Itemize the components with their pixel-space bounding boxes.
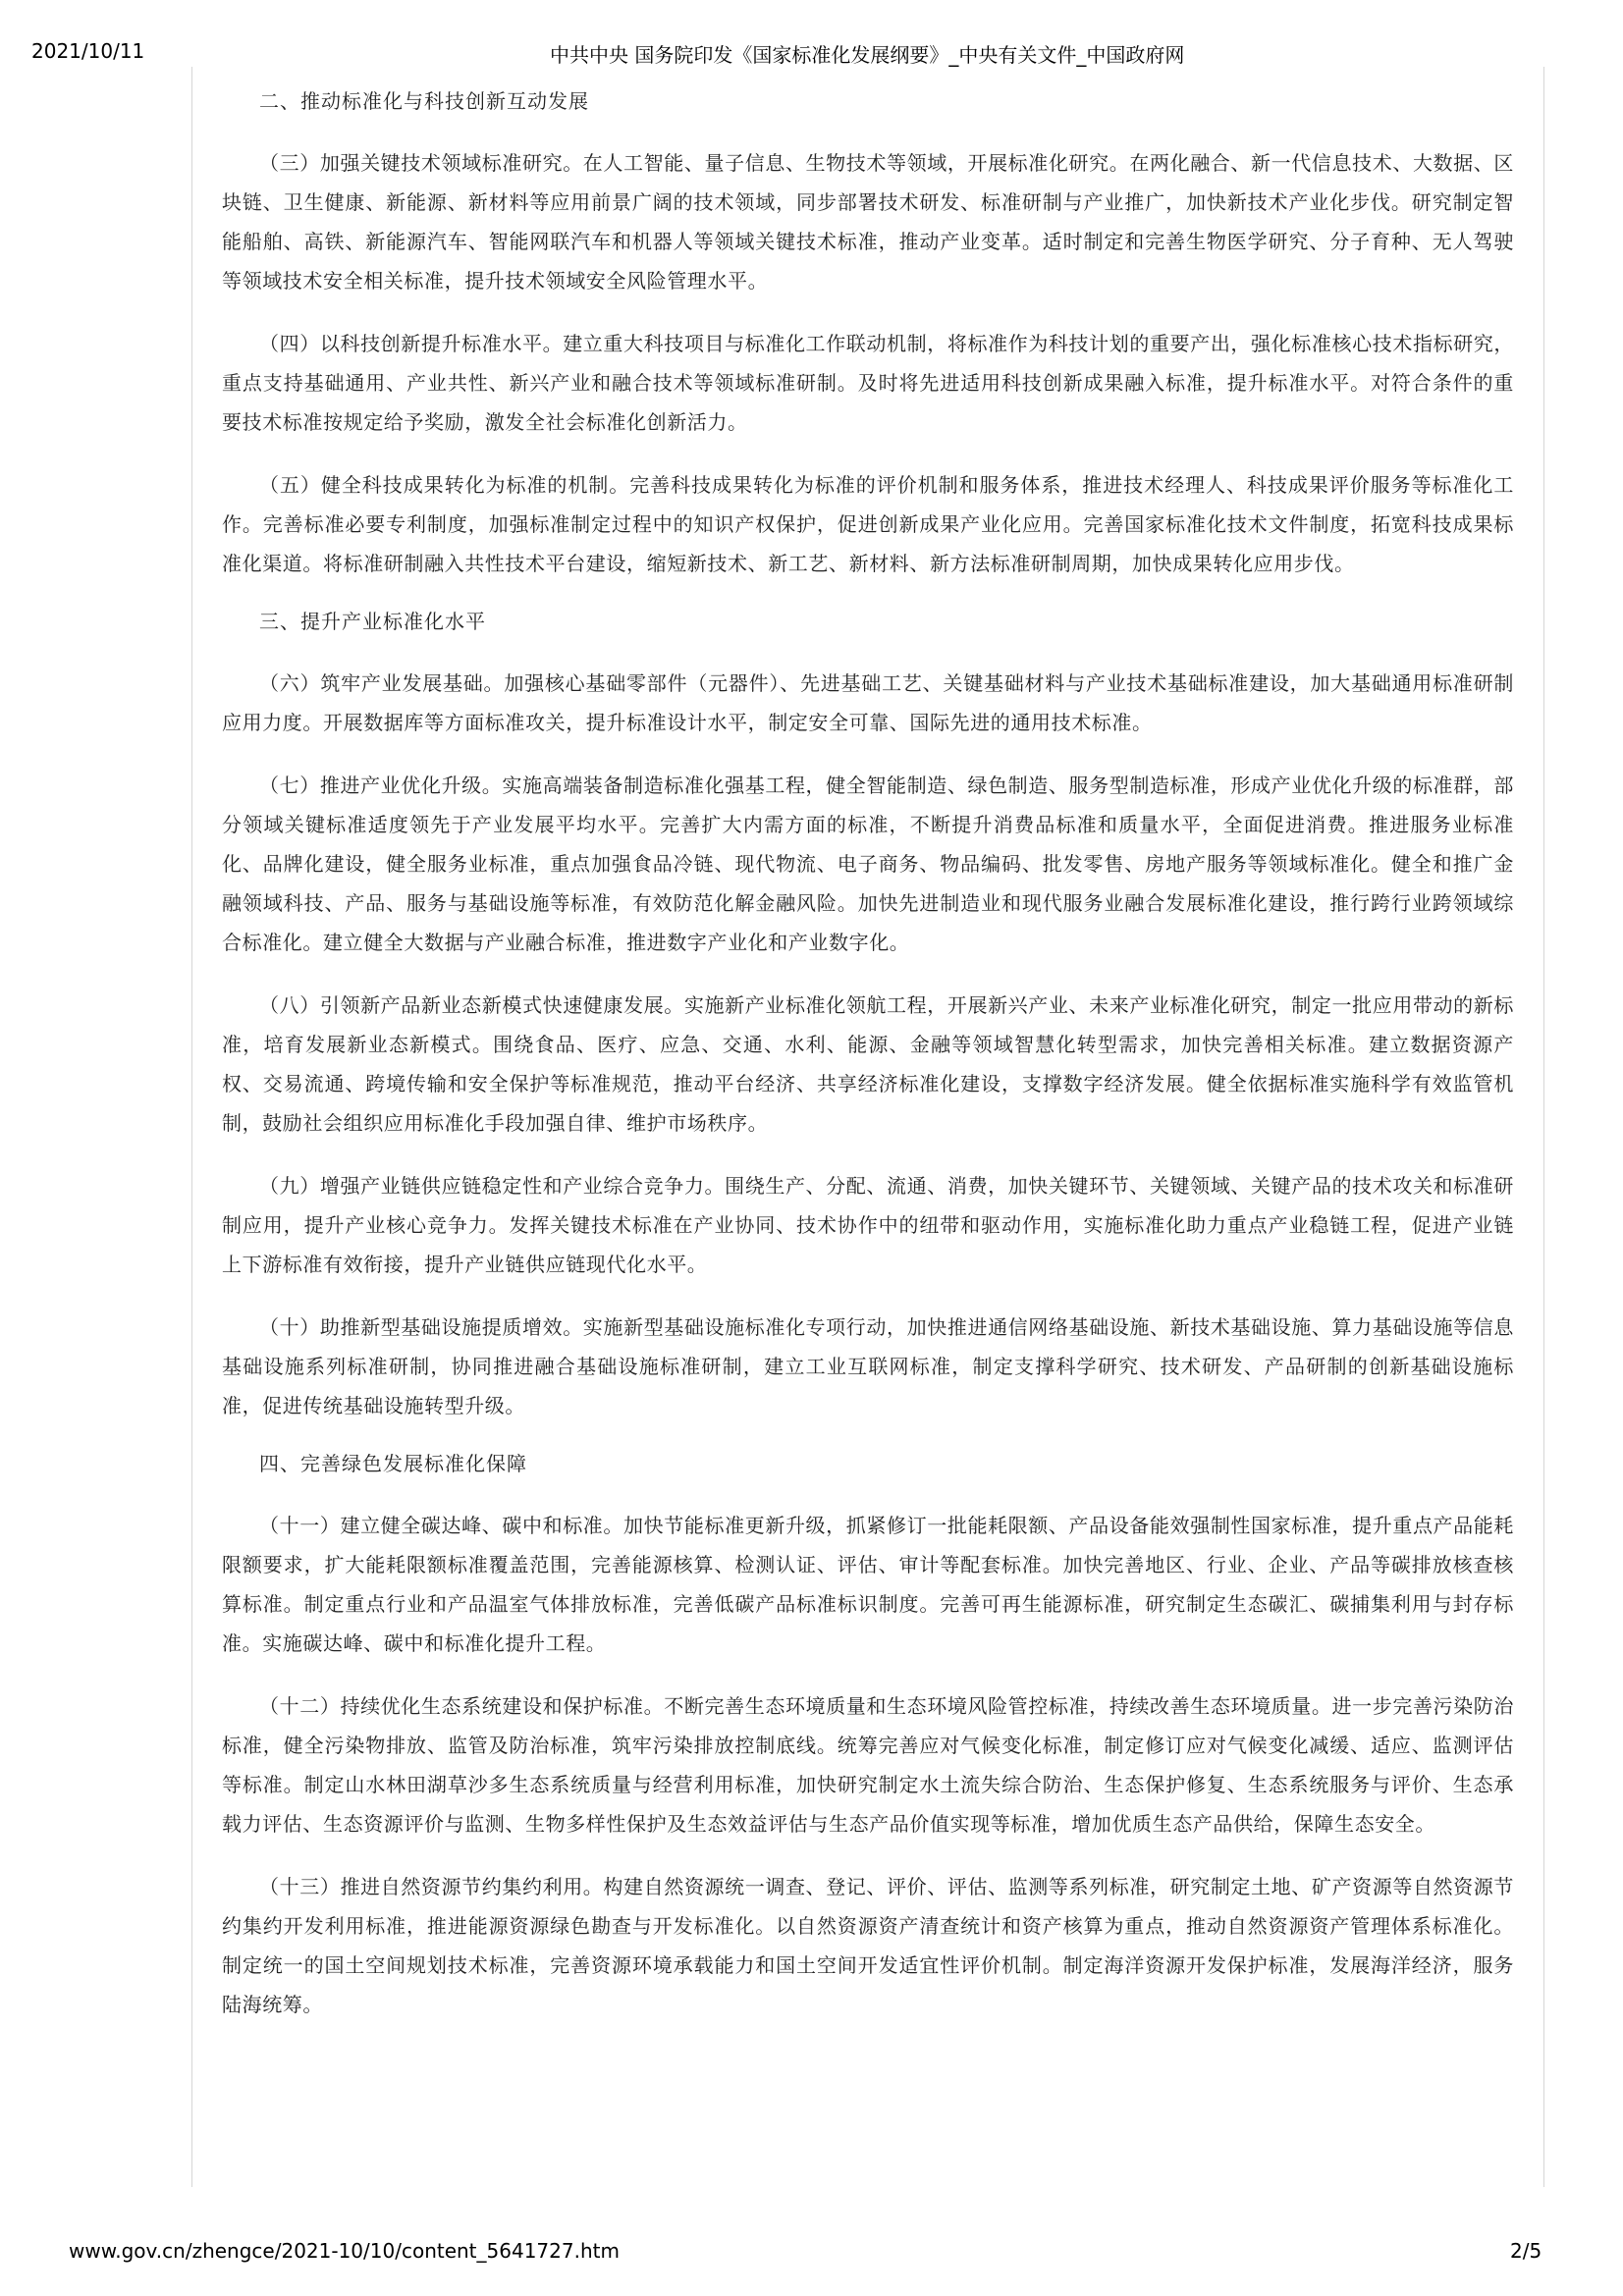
paragraph: （八）引领新产品新业态新模式快速健康发展。实施新产业标准化领航工程，开展新兴产业、未来产业标准化研究，制定一批应用带动的新标准，培育发展新业态新模式。围绕食品、医疗、应急、交通、水利、能源、金融等领域智慧化转型需求，加快完善相关标准。建立数据资源产权、交易流通、跨境传输和安全保护等标准规范，推动平台经济、共享经济标准化建设，支撑数字经济发展。健全依据标准实施科学有效监管机制，鼓励社会组织应用标准化手段加强自律、维护市场秩序。 — [222, 993, 1514, 1135]
paragraph: （五）健全科技成果转化为标准的机制。完善科技成果转化为标准的评价机制和服务体系，推进技术经理人、科技成果评价服务等标准化工作。完善标准必要专利制度，加强标准制定过程中的知识产权保护，促进创新成果产业化应用。完善国家标准化技术文件制度，拓宽科技成果标准化渠道。将标准研制融入共性技术平台建设，缩短新技术、新工艺、新材料、新方法标准研制周期，加快成果转化应用步伐。 — [222, 473, 1514, 575]
paragraph: （三）加强关键技术领域标准研究。在人工智能、量子信息、生物技术等领域，开展标准化研究。在两化融合、新一代信息技术、大数据、区块链、卫生健康、新能源、新材料等应用前景广阔的技术领域，同步部署技术研发、标准研制与产业推广，加快新技术产业化步伐。研究制定智能船舶、高铁、新能源汽车、智能网联汽车和机器人等领域关键技术标准，推动产业变革。适时制定和完善生物医学研究、分子育种、无人驾驶等领域技术安全相关标准，提升技术领域安全风险管理水平。 — [222, 151, 1514, 293]
section-green-development — [222, 1449, 1514, 2024]
paragraph: （九）增强产业链供应链稳定性和产业综合竞争力。围绕生产、分配、流通、消费，加快关键环节、关键领域、关键产品的技术攻关和标准研制应用，提升产业核心竞争力。发挥关键技术标准在产业协同、技术协作中的纽带和驱动作用，实施标准化助力重点产业稳链工程，促进产业链上下游标准有效衔接，提升产业链供应链现代化水平。 — [222, 1174, 1514, 1276]
left-margin-rule — [191, 67, 192, 2187]
paragraph: （十）助推新型基础设施提质增效。实施新型基础设施标准化专项行动，加快推进通信网络基础设施、新技术基础设施、算力基础设施等信息基础设施系列标准研制，协同推进融合基础设施标准研制，建立工业互联网标准，制定支撑科学研究、技术研发、产品研制的创新基础设施标准，促进传统基础设施转型升级。 — [222, 1315, 1514, 1417]
section-science-tech — [222, 86, 1514, 583]
paragraph: （六）筑牢产业发展基础。加强核心基础零部件（元器件）、先进基础工艺、关键基础材料与产业技术基础标准建设，加大基础通用标准研制应用力度。开展数据库等方面标准攻关，提升标准设计水平，制定安全可靠、国际先进的通用技术标准。 — [222, 671, 1514, 734]
paragraph: （十一）建立健全碳达峰、碳中和标准。加快节能标准更新升级，抓紧修订一批能耗限额、产品设备能效强制性国家标准，提升重点产品能耗限额要求，扩大能耗限额标准覆盖范围，完善能源核算、检测认证、评估、审计等配套标准。加快完善地区、行业、企业、产品等碳排放核查核算标准。制定重点行业和产品温室气体排放标准，完善低碳产品标准标识制度。完善可再生能源标准，研究制定生态碳汇、碳捕集利用与封存标准。实施碳达峰、碳中和标准化提升工程。 — [222, 1514, 1514, 1655]
paragraph: （四）以科技创新提升标准水平。建立重大科技项目与标准化工作联动机制，将标准作为科技计划的重要产出，强化标准核心技术指标研究，重点支持基础通用、产业共性、新兴产业和融合技术等领域标准研制。及时将先进适用科技创新成果融入标准，提升标准水平。对符合条件的重要技术标准按规定给予奖励，激发全社会标准化创新活力。 — [222, 332, 1514, 434]
section-heading: 三、提升产业标准化水平 — [259, 610, 486, 633]
section-heading: 二、推动标准化与科技创新互动发展 — [259, 89, 589, 113]
page-url: www.gov.cn/zhengce/2021-10/10/content_5641727.htm — [69, 2239, 620, 2263]
right-margin-rule — [1543, 67, 1544, 2187]
section-heading: 四、完善绿色发展标准化保障 — [259, 1452, 527, 1475]
paragraph: （七）推进产业优化升级。实施高端装备制造标准化强基工程，健全智能制造、绿色制造、服务型制造标准，形成产业优化升级的标准群，部分领域关键标准适度领先于产业发展平均水平。完善扩大内需方面的标准，不断提升消费品标准和质量水平，全面促进消费。推进服务业标准化、品牌化建设，健全服务业标准，重点加强食品冷链、现代物流、电子商务、物品编码、批发零售、房地产服务等领域标准化。健全和推广金融领域科技、产品、服务与基础设施等标准，有效防范化解金融风险。加快先进制造业和现代服务业融合发展标准化建设，推行跨行业跨领域综合标准化。建立健全大数据与产业融合标准，推进数字产业化和产业数字化。 — [222, 774, 1514, 954]
page-number: 2/5 — [1510, 2239, 1542, 2263]
article-body — [222, 86, 1514, 2048]
section-industry — [222, 607, 1514, 1425]
paragraph: （十二）持续优化生态系统建设和保护标准。不断完善生态环境质量和生态环境风险管控标准，持续改善生态环境质量。进一步完善污染防治标准，健全污染物排放、监管及防治标准，筑牢污染排放控制底线。统筹完善应对气候变化标准，制定修订应对气候变化减缓、适应、监测评估等标准。制定山水林田湖草沙多生态系统质量与经营利用标准，加快研究制定水土流失综合防治、生态保护修复、生态系统服务与评价、生态承载力评估、生态资源评价与监测、生物多样性保护及生态效益评估与生态产品价值实现等标准，增加优质生态产品供给，保障生态安全。 — [222, 1694, 1514, 1836]
print-date: 2021/10/11 — [31, 39, 145, 63]
paragraph: （十三）推进自然资源节约集约利用。构建自然资源统一调查、登记、评价、评估、监测等系列标准，研究制定土地、矿产资源等自然资源节约集约开发利用标准，推进能源资源绿色勘查与开发标准化。以自然资源资产清查统计和资产核算为重点，推动自然资源资产管理体系标准化。制定统一的国土空间规划技术标准，完善资源环境承载能力和国土空间开发适宜性评价机制。制定海洋资源开发保护标准，发展海洋经济，服务陆海统筹。 — [222, 1875, 1514, 2016]
page-title: 中共中央 国务院印发《国家标准化发展纲要》_中央有关文件_中国政府网 — [550, 43, 1185, 67]
